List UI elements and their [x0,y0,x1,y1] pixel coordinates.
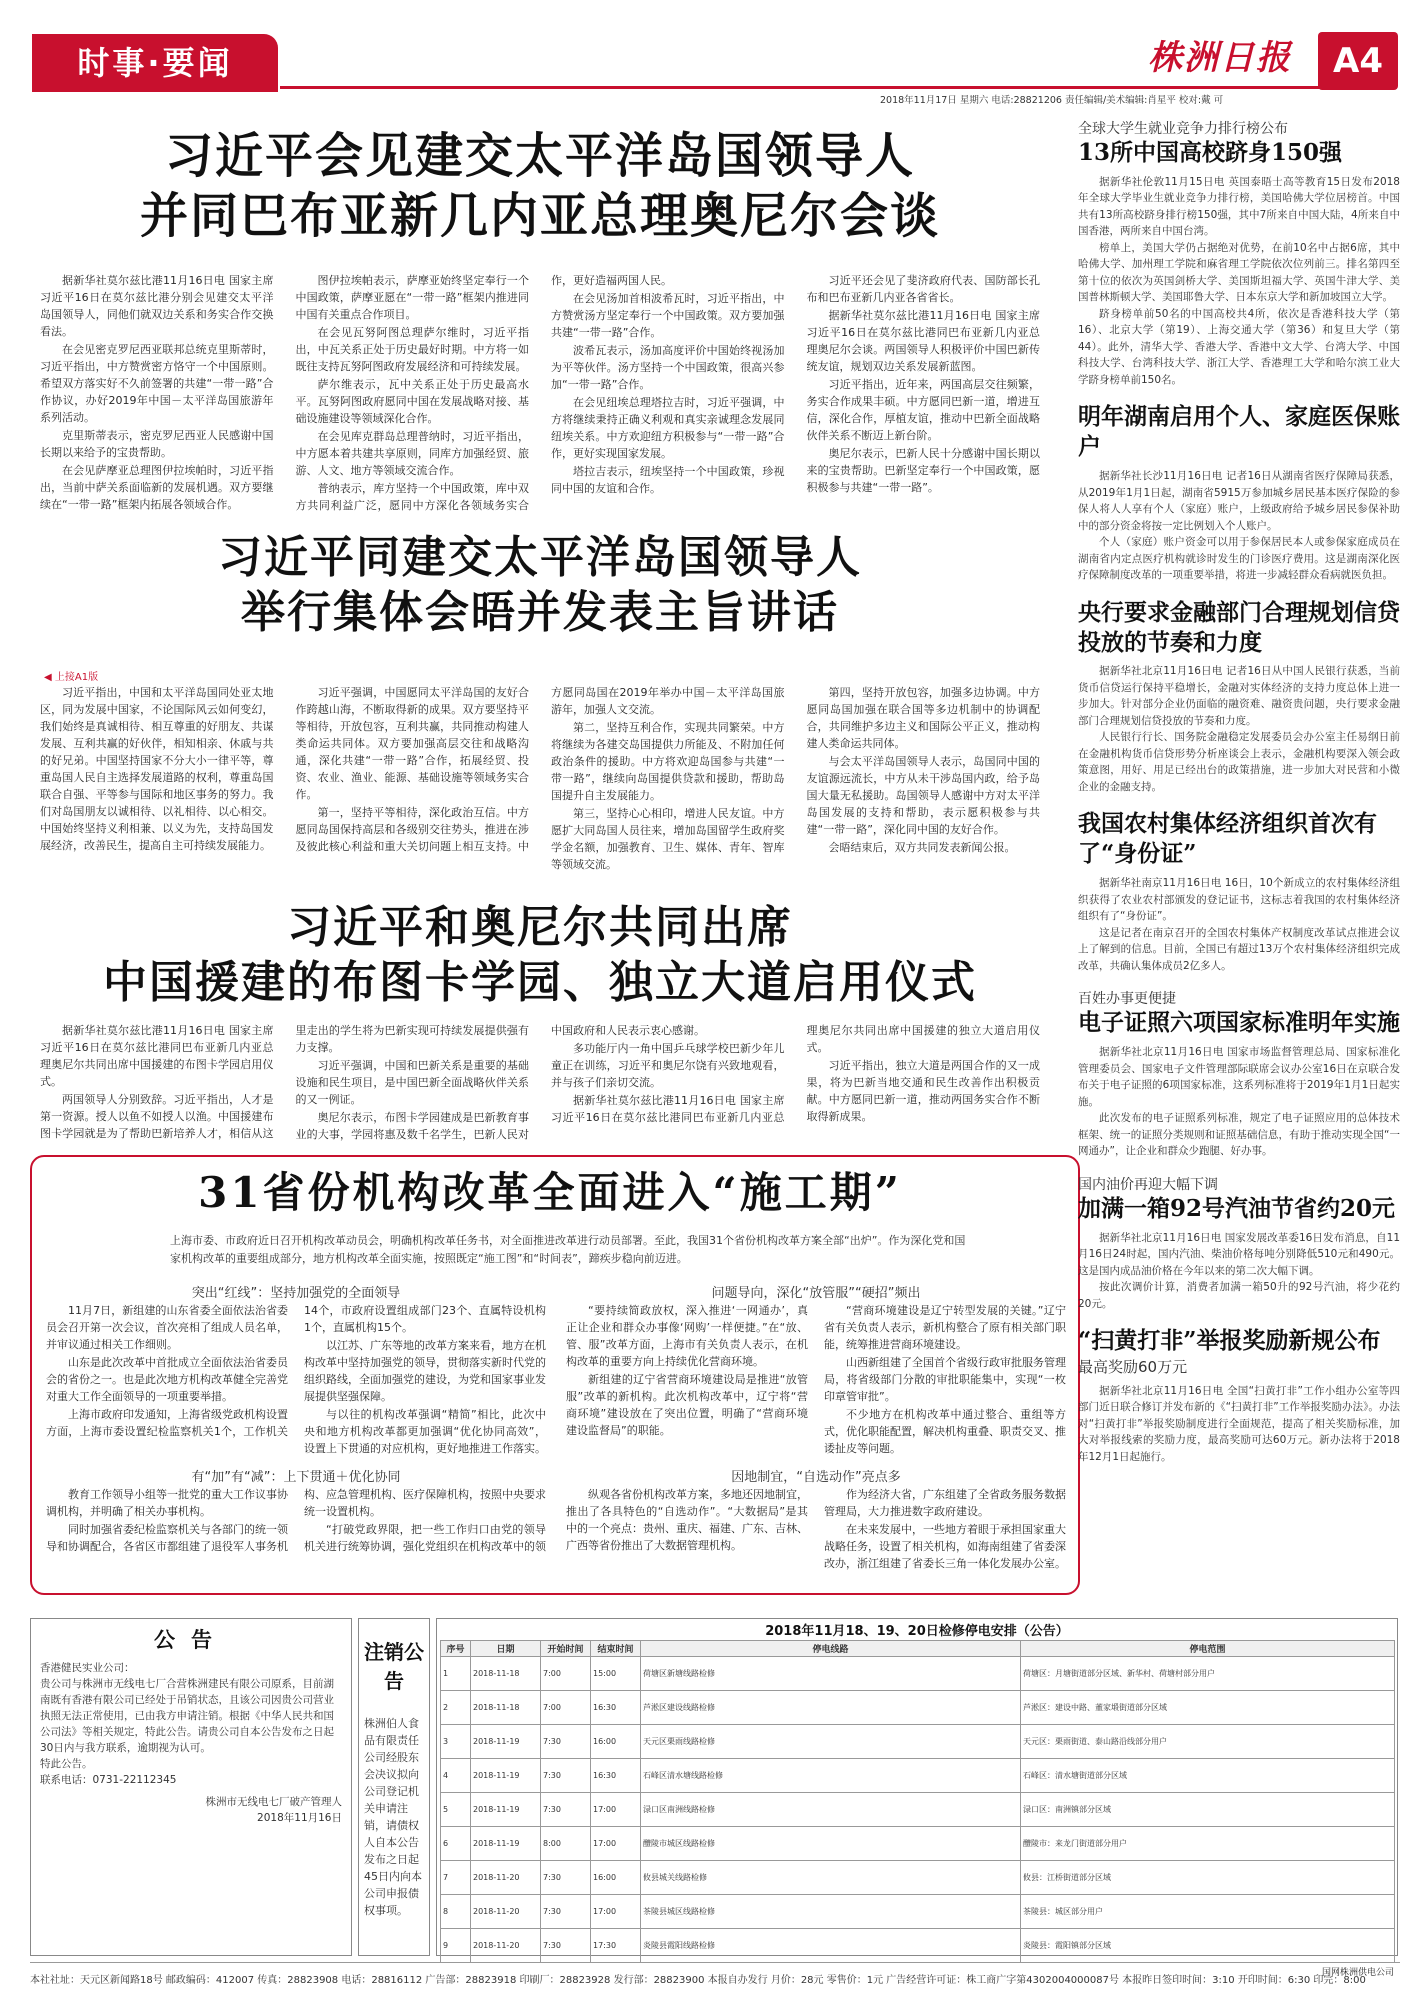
notice-title: 公告 [154,1628,228,1652]
story2-paragraph: 习近平强调，中国愿同太平洋岛国的友好合作跨越山海，不断取得新的成果。双方要坚持平等相待，开放包容，互利共赢，共同推动构建人类命运共同体。双方要加强高层交往和战略沟通，深化共建“一带一路”合作，拓展经贸、投资、农业、渔业、能源、基础设施等领域务实合作。 [295,686,529,801]
outage-cell: 2018-11-19 [471,1725,541,1759]
outage-cell: 2018-11-19 [471,1793,541,1827]
outage-cell: 17:30 [591,1929,641,1963]
outage-cell: 5 [441,1793,471,1827]
outage-cell: 7:30 [541,1725,591,1759]
brief-kicker: 全球大学生就业竞争力排行榜公布 [1078,121,1288,137]
story1-paragraph: 在会见瓦努阿图总理萨尔维时，习近平指出，中瓦关系正处于历史最好时期。中方将一如既往支持瓦努阿图政府发展经济和可持续发展。 [295,326,529,373]
outage-cell: 荷塘区：月塘街道部分区域、新华村、荷塘村部分用户 [1021,1657,1395,1691]
outage-cell: 7:30 [541,1929,591,1963]
brief-paragraph: 榜单上，美国大学仍占据绝对优势，在前10名中占据6席，其中哈佛大学、加州理工学院和麻省理工学院依次位列前三。排名第四至第十位的依次为英国剑桥大学、美国斯坦福大学、英国牛津大学、美国普林斯顿大学、美国耶鲁大学、日本东京大学和新加坡国立大学。 [1078,241,1400,304]
outage-cell: 2018-11-20 [471,1861,541,1895]
brief-headline[interactable]: 央行要求金融部门合理规划信贷投放的节奏和力度 [1078,598,1400,656]
page-footer: 本社社址：天元区新闻路18号 邮政编码：412007 传真：28823908 电话：28816112 广告部：28823918 印刷厂：28823928 发行部：28823900 本报自办发行 月价：28元 零售价：1元 广告经营许可证：株工商广字第4302004000087号 本报昨日签印时间：3:10 开印时间：6:30 印完：8:00 [30,1962,1400,1986]
brief-story [1078,1174,1400,1312]
outage-cell: 16:00 [591,1861,641,1895]
outage-cell: 石峰区清水塘线路检修 [641,1759,1021,1793]
outage-cell: 8 [441,1895,471,1929]
notice-paragraph: 联系电话：0731-22112345 [40,1774,177,1786]
story1-paragraph: 据新华社莫尔兹比港11月16日电 国家主席习近平16日在莫尔兹比港分别会见建交太平洋岛国领导人，同他们就双边关系和务实合作交换看法。 [40,274,274,338]
story1-headline[interactable] [40,126,1040,246]
reform-body-left-b [46,1486,546,1586]
brief-headline[interactable]: 我国农村集体经济组织首次有了“身份证” [1078,810,1377,868]
story2-paragraph: 第二，坚持互利合作，实现共同繁荣。中方将继续为各建交岛国提供力所能及、不附加任何政治条件的援助。中方将欢迎岛国参与共建“一带一路”，继续向岛国提供贷款和援助，帮助岛国提升自主发展能力。 [551,721,785,802]
continued-label: 上接A1版 [54,672,99,683]
page-header [0,0,1420,90]
reform-body-right-a [566,1302,1066,1462]
story2-paragraph: 会晤结束后，双方共同发表新闻公报。 [828,841,1016,854]
outage-cell: 7:30 [541,1759,591,1793]
cancellation-notice-body: 株洲伯人食品有限责任公司经股东会决议拟向公司登记机关申请注销，请债权人自本公告发布之日起45日内向本公司申报债权事项。 [364,1717,422,1917]
table-row [441,1895,1395,1929]
table-row [441,1691,1395,1725]
brief-headline[interactable]: 13所中国高校跻身150强 [1078,139,1343,166]
reform-subhead-3: 问题导向，深化“放管服”“硬招”频出 [711,1286,921,1301]
reform-paragraph: 山西新组建了全国首个省级行政审批服务管理局，将省级部门分散的审批职能集中，实现“一枚印章管审批”。 [824,1356,1066,1403]
page-number: A4 [1318,32,1398,90]
reform-subhead-4: 因地制宜，“自选动作”亮点多 [731,1470,901,1485]
issue-meta: 2018年11月17日 星期六 电话:28821206 责任编辑/美术编辑:肖星平 校对:戴 可 [880,95,1224,106]
story3-paragraph: 多功能厅内一角中国乒乓球学校巴新少年儿童正在训练，习近平和奥尼尔饶有兴致地观看，并与孩子们亲切交流。 [551,1042,785,1089]
header-rule [280,86,1320,89]
brief-paragraph: 据新华社伦敦11月15日电 英国泰晤士高等教育15日发布2018年全球大学毕业生就业竞争力排行榜，美国哈佛大学位居榜首。中国共有13所高校跻身排行榜150强，其中7所来自中国大陆，4所来自中国香港，两所来自中国台湾。 [1078,175,1400,238]
story2-paragraph: 第四，坚持开放包容，加强多边协调。中方愿同岛国加强在联合国等多边机制中的协调配合，共同维护多边主义和国际公平正义，推动构建人类命运共同体。 [806,686,1040,750]
story1-headline-line1: 习近平会见建交太平洋岛国领导人 [164,128,915,184]
story3-paragraph: 据新华社莫尔兹比港11月16日电 国家主席习近平16日在莫尔兹比港同巴布亚新几内亚总理奥尼尔共同出席中国援建的独立大道启用仪式。 [551,1024,1040,1124]
outage-cell: 17:00 [591,1827,641,1861]
outage-cell: 7:00 [541,1657,591,1691]
story1-paragraph: 习近平指出，近年来，两国高层交往频繁，务实合作成果丰硕。中方愿同巴新一道，增进互信，深化合作，厚植友谊，推动中巴新全面战略伙伴关系不断迈上新台阶。 [806,378,1040,442]
brief-paragraph: 据新华社南京11月16日电 16日，10个新成立的农村集体经济组织获得了农业农村部颁发的登记证书，这标志着我国的农村集体经济组织有了“身份证”。 [1078,877,1400,923]
reform-subhead-1: 突出“红线”：坚持加强党的全面领导 [191,1286,401,1301]
outage-cell: 16:30 [591,1759,641,1793]
outage-cell: 炎陵县：霞阳镇部分区域 [1021,1929,1395,1963]
story3-paragraph: 习近平指出，独立大道是两国合作的又一成果，将为巴新当地交通和民生改善作出积极贡献。中方愿同巴新一道，推动两国务实合作不断取得新成果。 [806,1059,1040,1123]
story1-paragraph: 在会见密克罗尼西亚联邦总统克里斯蒂时，习近平指出，中方赞赏密方恪守一个中国原则。希望双方落实好不久前签署的共建“一带一路”合作协议，办好2019年中国－太平洋岛国旅游年系列活动。 [40,343,274,424]
story2-paragraph: 习近平指出，中国和太平洋岛国同处亚太地区，同为发展中国家，不论国际风云如何变幻，我们始终是真诚相待、相互尊重的好朋友、共谋发展、互利共赢的好伙伴，相知相亲、休戚与共的好兄弟。中国坚持国家不分大小一律平等，尊重岛国人民自主选择发展道路的权利，尊重岛国联合自强、平等参与国际和地区事务的努力。我们对岛国朋友以诚相待、以礼相待、以心相交。中国始终坚持义利相兼、以义为先，支持岛国发展经济，改善民生，提高自主可持续发展能力。 [40,686,274,852]
outage-cell: 攸县：江桥街道部分区域 [1021,1861,1395,1895]
story3-paragraph: 两国领导人分别致辞。习近平指出，人才是第一资源。授人以鱼不如授人以渔。中国援建布图卡学园就是为了帮助巴新培养人才，相信从这里走出的学生将为巴新实现可持续发展提供强有力支撑。 [40,1024,529,1140]
brief-story [1078,118,1400,388]
story1-paragraph: 习近平还会见了斐济政府代表、国防部长孔布和巴布亚新几内亚各省省长。 [806,274,1040,304]
outage-column-header: 停电范围 [1021,1641,1395,1657]
story1-paragraph: 在会见汤加首相波希瓦时，习近平指出，中方赞赏汤方坚定奉行一个中国政策。双方要加强共建“一带一路”合作。 [551,292,785,339]
notice-date: 2018年11月16日 [257,1812,342,1824]
brief-headline[interactable]: 明年湖南启用个人、家庭医保账户 [1078,403,1400,461]
outage-cell: 4 [441,1759,471,1793]
reform-paragraph: 新组建的辽宁省营商环境建设局是推进“放管服”改革的新机构。此次机构改革中，辽宁将“营商环境”建设放在了突出位置，明确了“营商环境建设监督局”的职能。 [566,1373,808,1437]
story1-paragraph: 据新华社莫尔兹比港11月16日电 国家主席习近平16日在莫尔兹比港同巴布亚新几内亚总理奥尼尔会谈。两国领导人积极评价中国巴新传统友谊，规划双边关系发展新蓝图。 [806,309,1040,373]
brief-paragraph: 据新华社北京11月16日电 记者16日从中国人民银行获悉，当前货币信贷运行保持平稳增长，金融对实体经济的支持力度总体上进一步加大。针对部分企业仍面临的融资难、融资贵问题，央行要求金融部门合理规划信贷投放的节奏和力度。 [1078,665,1400,727]
outage-cell: 16:00 [591,1725,641,1759]
brief-body [1078,174,1400,389]
story3-headline-line1: 习近平和奥尼尔共同出席 [287,902,793,953]
outage-cell: 16:30 [591,1691,641,1725]
outage-cell: 7 [441,1861,471,1895]
outage-cell: 17:00 [591,1895,641,1929]
notice-signature: 株洲市无线电七厂破产管理人 [205,1796,342,1808]
brief-kicker: 国内油价再迎大幅下调 [1078,1176,1218,1193]
reform-paragraph: 11月7日，新组建的山东省委全面依法治省委员会召开第一次会议，首次亮相了组成人员名单，并审议通过相关工作细则。 [46,1304,288,1351]
outage-cell: 芦淞区：建设中路、董家塅街道部分区域 [1021,1691,1395,1725]
brief-body [1078,663,1400,795]
brief-body [1078,875,1400,974]
power-outage-table-wrap [440,1640,1394,1978]
brief-paragraph: 人民银行行长、国务院金融稳定发展委员会办公室主任易纲日前在金融机构货币信贷形势分析座谈会上表示，金融机构要深入领会政策意图，用好、用足已经出台的政策措施，进一步加大对民营和小微企业的金融支持。 [1078,731,1400,793]
story1-paragraph: 波希瓦表示，汤加高度评价中国始终视汤加为平等伙伴。汤方坚持一个中国政策，很高兴参加“一带一路”合作。 [551,344,785,391]
story2-paragraph: 第一，坚持平等相待，深化政治互信。中方愿同岛国保持高层和各级别交往势头，推进在涉及彼此核心利益和重大关切问题上相互支持。中方愿同岛国在2019年举办中国－太平洋岛国旅游年，加强人文交流。 [295,686,785,853]
story2-paragraph: 第三，坚持心心相印，增进人民友谊。中方愿扩大同岛国人员往来，增加岛国留学生政府奖学金名额，加强教育、卫生、媒体、青年、智库等领域交流。 [551,807,785,871]
story2-headline-line2: 举行集体会晤并发表主旨讲话 [241,587,839,638]
outage-column-header: 日期 [471,1641,541,1657]
reform-paragraph: 以江苏、广东等地的改革方案来看，地方在机构改革中坚持加强党的领导，贯彻落实新时代党的组织路线，全面加强党的建设，为党和国家事业发展提供坚强保障。 [304,1339,546,1403]
outage-cell: 3 [441,1725,471,1759]
outage-cell: 7:00 [541,1691,591,1725]
story1-paragraph: 图伊拉埃帕表示，萨摩亚始终坚定奉行一个中国政策，萨摩亚愿在“一带一路”框架内推进同中国有关重点合作项目。 [295,274,529,321]
table-row [441,1793,1395,1827]
power-outage-signature: 国网株洲供电公司 [1321,1968,1394,1978]
brief-body [1078,468,1400,584]
outage-cell: 炎陵县霞阳线路检修 [641,1929,1021,1963]
table-row [441,1725,1395,1759]
outage-cell: 茶陵县城区线路检修 [641,1895,1021,1929]
story1-paragraph: 萨尔维表示，瓦中关系正处于历史最高水平。瓦努阿图政府愿同中国在发展战略对接、基础设施建设等领域深化合作。 [295,378,529,425]
outage-cell: 攸县城关线路检修 [641,1861,1021,1895]
brief-body [1078,1230,1400,1313]
cancellation-notice-title: 注销公告 [364,1640,424,1693]
story2-headline-line1: 习近平同建交太平洋岛国领导人 [218,532,862,583]
outage-column-header: 序号 [441,1641,471,1657]
story2-paragraph: 与会太平洋岛国领导人表示，岛国同中国的友谊源远流长，中方从未干涉岛国内政，给予岛国大量无私援助。岛国领导人感谢中方对太平洋岛国发展的支持和帮助，表示愿积极参与共建“一带一路”，深化同中国的友好合作。 [806,755,1040,836]
brief-kicker: 百姓办事更便捷 [1078,991,1176,1008]
reform-body-right-b [566,1486,1066,1586]
outage-cell: 9 [441,1929,471,1963]
section-badge: 时事·要闻 [32,34,278,92]
brief-paragraph: 按此次调价计算，消费者加满一箱50升的92号汽油，将少花约20元。 [1078,1281,1400,1310]
story2-headline[interactable] [40,530,1040,640]
reform-paragraph: 与以往的机构改革强调“精简”相比，此次中央和地方机构改革都更加强调“优化协同高效”，设置上下贯通的对应机构，更好地推进工作落实。 [304,1408,546,1455]
table-row [441,1759,1395,1793]
paper-logo: 株洲日报 [1148,38,1292,78]
brief-story [1078,1326,1400,1465]
outage-cell: 17:00 [591,1793,641,1827]
table-row [441,1827,1395,1861]
outage-cell: 石峰区：清水塘街道部分区域 [1021,1759,1395,1793]
brief-paragraph: 个人（家庭）账户资金可以用于参保居民本人或参保家庭成员在湖南省内定点医疗机构就诊时发生的门诊医疗费用。这是湖南深化医疗保障制度改革的一项重要举措，将进一步减轻群众看病就医负担。 [1078,536,1400,582]
outage-cell: 1 [441,1657,471,1691]
story3-headline-line2: 中国援建的布图卡学园、独立大道启用仪式 [103,957,977,1008]
reform-body-left-a [46,1302,546,1462]
outage-cell: 8:00 [541,1827,591,1861]
notice-body [40,1660,342,1826]
brief-headline[interactable]: “扫黄打非”举报奖励新规公布 [1078,1327,1381,1355]
outage-cell: 2018-11-19 [471,1827,541,1861]
outage-cell: 2018-11-20 [471,1929,541,1963]
story1-paragraph: 在会见萨摩亚总理图伊拉埃帕时，习近平指出，当前中萨关系面临新的发展机遇。双方要继续在“一带一路”框架内拓展各领域合作。 [40,464,274,511]
reform-paragraph: “打破党政界限，把一些工作归口由党的领导机关进行统筹协调，强化党组织在机构改革中的领 [304,1523,546,1553]
outage-column-header: 结束时间 [591,1641,641,1657]
table-row [441,1929,1395,1963]
table-row [441,1861,1395,1895]
power-outage-table [440,1640,1395,1963]
story2-body [40,684,1040,880]
brief-body [1078,1383,1400,1466]
story1-paragraph: 在会见纽埃总理塔拉吉时，习近平强调，中方将继续秉持正确义利观和真实亲诚理念发展同纽埃关系。中方欢迎纽方积极参与“一带一路”合作，更好实现国家发展。 [551,396,785,460]
story1-paragraph: 在会见库克群岛总理普纳时，习近平指出，中方愿本着共建共享原则，同库方加强经贸、旅游、人文、地方等领域交流合作。 [295,430,529,477]
right-news-column [1078,118,1400,1606]
story1-body [40,272,1040,514]
brief-paragraph: 跻身榜单前50名的中国高校共4所，依次是香港科技大学（第16）、北京大学（第19）、上海交通大学（第36）和复旦大学（第44）。此外，清华大学、香港大学、香港中文大学、台湾大学、中国科技大学、台湾科技大学、浙江大学、香港理工大学和哈尔滨工业大学跻身榜单前150名。 [1078,307,1400,386]
outage-column-header: 停电线路 [641,1641,1021,1657]
reform-lead: 上海市委、市政府近日召开机构改革动员会，明确机构改革任务书，对全面推进改革进行动员部署。至此，我国31个省份机构改革方案全部“出炉”。作为深化党和国家机构改革的重要组成部分，地方机构改革全面实施，按照既定“施工图”和“时间表”，蹄疾步稳向前迈进。 [170,1234,966,1265]
reform-paragraph: “营商环境建设是辽宁转型发展的关键。”辽宁省有关负责人表示，新机构整合了原有相关部门职能，统筹推进营商环境建设。 [824,1304,1066,1351]
outage-cell: 7:30 [541,1861,591,1895]
outage-cell: 渌口区南洲线路检修 [641,1793,1021,1827]
notice-paragraph: 香港健民实业公司： [40,1662,135,1674]
brief-paragraph: 据新华社北京11月16日电 全国“扫黄打非”工作小组办公室等四部门近日联合修订并发布新的《“扫黄打非”工作举报奖励办法》。办法对“扫黄打非”举报奖励制度进行全面规范，提高了相关奖励标准，加大对举报线索的奖励力度，最高奖励可达60万元。新办法将于2018年12月1日起施行。 [1078,1384,1400,1463]
brief-headline[interactable]: 电子证照六项国家标准明年实施 [1078,1009,1400,1037]
brief-body [1078,1044,1400,1160]
outage-cell: 6 [441,1827,471,1861]
brief-story [1078,809,1400,974]
story3-headline[interactable] [40,900,1040,1010]
brief-paragraph: 据新华社北京11月16日电 国家发展改革委16日发布消息，自11月16日24时起，国内汽油、柴油价格每吨分别降低510元和490元。这是国内成品油价格在今年以来的第二次大幅下调。 [1078,1231,1400,1277]
reform-subhead-2: 有“加”有“减”：上下贯通＋优化协同 [191,1470,401,1485]
outage-cell: 2 [441,1691,471,1725]
outage-cell: 荷塘区新塘线路检修 [641,1657,1021,1691]
story3-paragraph: 奥尼尔表示，布图卡学园建成是巴新教育事业的大事，学园将惠及数千名学生，巴新人民对中国政府和人民表示衷心感谢。 [295,1024,705,1141]
story3-paragraph: 习近平强调，中国和巴新关系是重要的基础设施和民生项目，是中国巴新全面战略伙伴关系的又一例证。 [295,1059,529,1106]
notice-paragraph: 特此公告。 [40,1758,93,1770]
outage-cell: 7:30 [541,1895,591,1929]
power-outage-title: 2018年11月18、19、20日检修停电安排（公告） [765,1624,1069,1639]
outage-cell: 15:00 [591,1657,641,1691]
story1-paragraph: 奥尼尔表示，巴新人民十分感谢中国长期以来的宝贵帮助。巴新坚定奉行一个中国政策，愿积极参与共建“一带一路”。 [806,447,1040,494]
brief-paragraph: 此次发布的电子证照系列标准，规定了电子证照应用的总体技术框架、统一的证照分类规则和证照基础信息，有助于推动实现全国“一网通办”，让企业和群众少跑腿、好办事。 [1078,1112,1400,1158]
outage-cell: 2018-11-18 [471,1657,541,1691]
reform-paragraph: 教育工作领导小组等一批党的重大工作议事协调机构，并明确了相关办事机构。 [46,1488,288,1518]
reform-paragraph: “要持续简政放权，深入推进‘一网通办’，真正让企业和群众办事像‘网购’一样便捷。”在“放、管、服”改革方面，上海市有关负责人表示，在机构改革的重要方向上持续优化营商环境。 [566,1304,808,1368]
outage-cell: 2018-11-19 [471,1759,541,1793]
outage-cell: 芦淞区建设线路检修 [641,1691,1021,1725]
notice-paragraph: 贵公司与株洲市无线电七厂合营株洲建民有限公司原系，目前湖南既有香港有限公司已经处于吊销状态，且该公司因贵公司营业执照无法正常使用，已由我方申请注销。根据《中华人民共和国公司法》等相关规定，特此公告。请贵公司自本公告发布之日起30日内与我方联系，逾期视为认可。 [40,1678,334,1754]
brief-paragraph: 这是记者在南京召开的全国农村集体产权制度改革试点推进会议上了解到的信息。目前，全国已有超过13万个农村集体经济组织完成改革，共确认集体成员2亿多人。 [1078,926,1400,972]
brief-headline[interactable]: 加满一箱92号汽油节省约20元 [1078,1194,1396,1222]
outage-cell: 醴陵市：来龙门街道部分用户 [1021,1827,1395,1861]
table-row [441,1657,1395,1691]
outage-cell: 7:30 [541,1793,591,1827]
reform-paragraph: 山东是此次改革中首批成立全面依法治省委员会的省份之一。也是此次地方机构改革健全完善党对重大工作全面领导的一项重要举措。 [46,1356,288,1403]
outage-cell: 2018-11-20 [471,1895,541,1929]
story1-paragraph: 克里斯蒂表示，密克罗尼西亚人民感谢中国长期以来给予的宝贵帮助。 [40,429,274,459]
story1-headline-line2: 并同巴布亚新几内亚总理奥尼尔会谈 [139,188,940,244]
outage-cell: 天元区：栗雨街道、泰山路沿线部分用户 [1021,1725,1395,1759]
brief-story [1078,402,1400,583]
reform-paragraph: 在未来发展中，一些地方着眼于承担国家重大战略任务，设置了相关机构，如海南组建了省委深改办，浙江组建了省委长三角一体化发展办公室。 [824,1523,1066,1570]
story1-paragraph: 普纳表示，库方坚持一个中国政策，库中双方共同利益广泛，愿同中方深化各领域务实合作，更好造福两国人民。 [295,274,672,512]
brief-subheadline: 最高奖励60万元 [1078,1357,1188,1376]
story1-paragraph: 塔拉吉表示，纽埃坚持一个中国政策，珍视同中国的友谊和合作。 [551,465,785,495]
reform-headline[interactable]: 31省份机构改革全面进入“施工期” [198,1168,902,1217]
reform-paragraph: 纵观各省份机构改革方案，多地还因地制宜，推出了各具特色的“自选动作”。“大数据局”是其中的一个亮点：贵州、重庆、福建、广东、吉林、广西等省份推出了大数据管理机构。 [566,1488,808,1552]
reform-paragraph: 作为经济大省，广东组建了全省政务服务数据管理局，大力推进数字政府建设。 [824,1488,1066,1518]
outage-cell: 天元区栗雨线路检修 [641,1725,1021,1759]
story3-paragraph: 据新华社莫尔兹比港11月16日电 国家主席习近平16日在莫尔兹比港同巴布亚新几内亚总理奥尼尔共同出席中国援建的布图卡学园启用仪式。 [40,1024,274,1088]
brief-story [1078,598,1400,796]
reform-paragraph: 同时加强省委纪检监察机关与各部门的统一领导和协调配合，各省区市都组建了退役军人事务机构、应急管理机构、医疗保障机构，按照中央要求统一设置机构。 [46,1488,546,1553]
reform-paragraph: 不少地方在机构改革中通过整合、重组等方式，优化职能配置，解决机构重叠、职责交叉、推诿扯皮等问题。 [824,1408,1066,1455]
brief-paragraph: 据新华社北京11月16日电 国家市场监督管理总局、国家标准化管理委员会、国家电子文件管理部际联席会议办公室16日在京联合发布关于电子证照的6项国家标准，这系列标准将于2019年1月1日起实施。 [1078,1046,1400,1108]
outage-column-header: 开始时间 [541,1641,591,1657]
brief-story [1078,988,1400,1159]
outage-cell: 2018-11-18 [471,1691,541,1725]
continued-from-a1[interactable]: ◀ 上接A1版 [44,672,99,683]
brief-paragraph: 据新华社长沙11月16日电 记者16日从湖南省医疗保障局获悉，从2019年1月1日起，湖南省5915万参加城乡居民基本医疗保险的参保人将人人享有个人（家庭）账户，上级政府给予城乡居民参保补助中的部分资金将按一定比例划入个人账户。 [1078,470,1400,532]
outage-cell: 醴陵市城区线路检修 [641,1827,1021,1861]
outage-cell: 茶陵县：城区部分用户 [1021,1895,1395,1929]
reform-paragraph: 上海市政府印发通知，上海省级党政机构设置方面，上海市委设置纪检监察机关1个，工作机关14个，市政府设置组成部门23个、直属特设机构1个，直属机构15个。 [46,1304,546,1438]
outage-cell: 渌口区：南洲镇部分区域 [1021,1793,1395,1827]
story3-body [40,1022,1040,1144]
